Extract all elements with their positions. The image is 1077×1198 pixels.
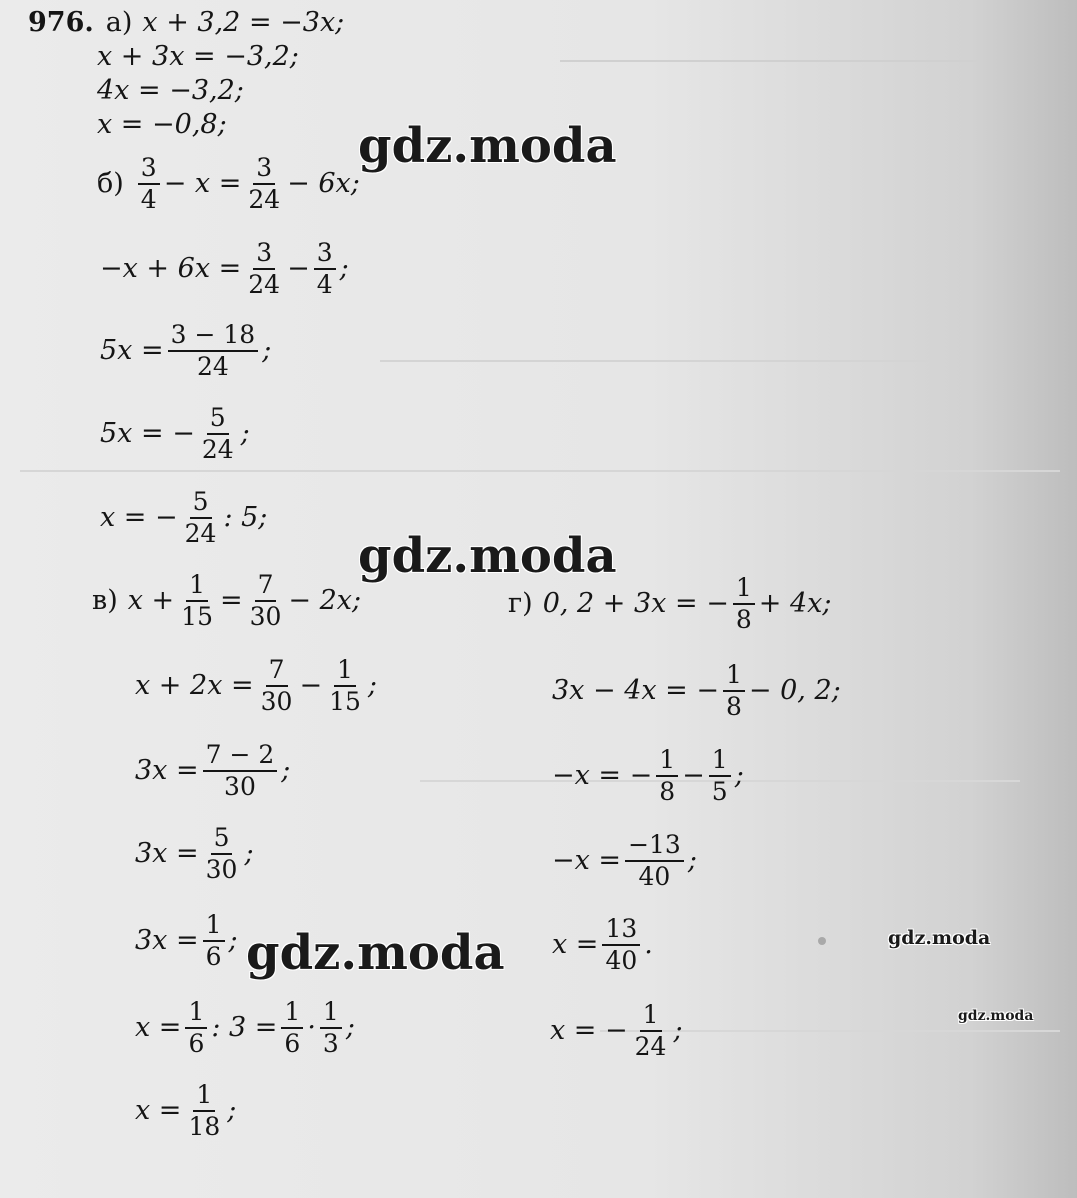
equation: x + 3,2 = −3x; (142, 7, 345, 38)
equation-line: x = − $\frac{1}{24}$ ; (550, 1000, 683, 1061)
equation-line: 5x = $\frac{3 - 18}{24}$ ; (100, 320, 272, 381)
fraction: $\frac{1}{24}$ (634, 1000, 667, 1061)
fraction: $\frac{5}{30}$ (205, 823, 238, 884)
equation-line: −x = − $\frac{1}{8}$ − $\frac{1}{5}$ ; (552, 745, 744, 806)
fraction: $\frac{1}{8}$ (656, 745, 678, 807)
equation-line: г) 0, 2 + 3x = − $\frac{1}{8}$ + 4x; (508, 573, 832, 634)
watermark: gdz.moda (358, 528, 617, 584)
equation-line (28, 8, 344, 38)
fraction: 1 3 (320, 997, 342, 1059)
fraction: $\frac{3 - 18}{24}$ (168, 320, 259, 382)
fraction: $\frac{1}{15}$ (181, 570, 213, 631)
equation-line: x = − $\frac{5}{24}$ : 5; (100, 487, 268, 548)
fraction: $\frac{1}{6}$ (203, 910, 225, 972)
equation-line: x + 2x = $\frac{7}{30}$ − $\frac{1}{15}$ ; (135, 655, 377, 716)
fraction: $\frac{1}{18}$ (188, 1080, 221, 1141)
equation-line: 5x = − $\frac{5}{24}$ ; (100, 403, 250, 464)
part-label-b: б) (97, 168, 124, 199)
equation-line: 4x = −3,2; (97, 75, 244, 106)
fraction: $\frac{7}{30}$ (249, 570, 282, 631)
part-label-v: в) (92, 585, 118, 616)
equation-line: −x = $\frac{-13}{40}$ ; (552, 830, 697, 891)
watermark: gdz.moda (246, 925, 505, 981)
equation-line: x = −0,8; (97, 109, 227, 140)
equation-line: 3x − 4x = − $\frac{1}{8}$ − 0, 2; (552, 660, 841, 721)
watermark: gdz.moda (888, 927, 991, 949)
fraction: $\frac{13}{40}$ (602, 914, 640, 976)
watermark: gdz.moda (358, 118, 617, 174)
dot-mark (818, 937, 826, 945)
equation-line: 3x = $\frac{5}{30}$ ; (135, 823, 254, 884)
fraction: $\frac{-13}{40}$ (625, 830, 684, 892)
fraction: 3 4 (138, 153, 160, 215)
fraction: $\frac{7 - 2}{30}$ (203, 740, 278, 802)
equation-line: −x + 6x = $\frac{3}{24}$ − $\frac{3}{4}$ ; (100, 238, 349, 299)
equation-line: x = $\frac{1}{6}$ : 3 = $\frac{1}{6}$ · 1 3 ; (135, 997, 355, 1058)
equation-line: 3x = $\frac{1}{6}$ ; (135, 910, 238, 971)
fraction: $\frac{1}{8}$ (723, 660, 745, 722)
part-label-a: а) (105, 7, 133, 38)
fraction: $\frac{7}{30}$ (260, 655, 293, 716)
fraction: $\frac{5}{24}$ (184, 487, 217, 548)
part-label-g: г) (508, 588, 533, 619)
equation-line: x = $\frac{1}{18}$ ; (135, 1080, 237, 1141)
fraction: $\frac{3}{24}$ (248, 153, 281, 214)
problem-number: 976. (28, 7, 94, 38)
fraction: $\frac{1}{6}$ (185, 997, 207, 1059)
fraction: $\frac{5}{24}$ (201, 403, 234, 464)
fraction: $\frac{1}{6}$ (281, 997, 303, 1059)
equation-line: в) x + $\frac{1}{15}$ = $\frac{7}{30}$ − 2x; (92, 570, 362, 631)
fraction: $\frac{3}{24}$ (248, 238, 281, 299)
equation-line: x = $\frac{13}{40}$ . (552, 914, 653, 975)
watermark: gdz.moda (958, 1008, 1034, 1024)
equation-line: x + 3x = −3,2; (97, 41, 299, 72)
fraction: $\frac{1}{15}$ (329, 655, 361, 716)
equation-line: 3x = $\frac{7 - 2}{30}$ ; (135, 740, 291, 801)
equation-line: б) 3 4 − x = $\frac{3}{24}$ − 6x; (97, 153, 360, 214)
fraction: $\frac{1}{5}$ (709, 745, 731, 807)
fraction: $\frac{1}{8}$ (733, 573, 755, 635)
fraction: $\frac{3}{4}$ (314, 238, 336, 300)
